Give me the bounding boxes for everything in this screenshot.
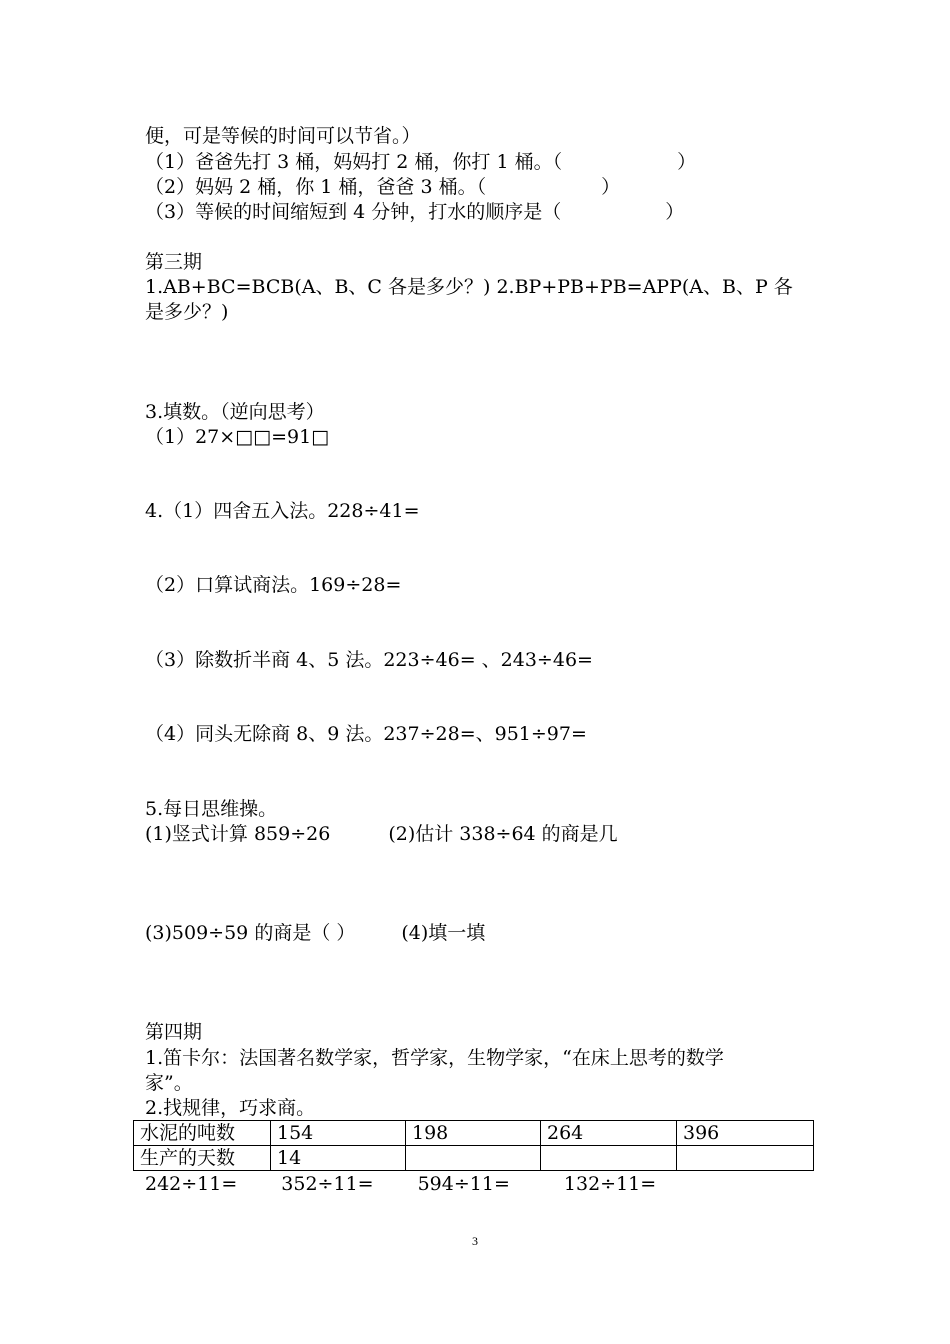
question-text: (2)估计 338÷64 的商是几 xyxy=(388,823,618,845)
table-row xyxy=(134,1146,814,1171)
text-line: 家”。 xyxy=(145,1072,193,1094)
close-paren: ） xyxy=(601,176,621,198)
question-line xyxy=(145,175,620,199)
table-cell: 水泥的吨数 xyxy=(134,1121,271,1146)
question-line: （3）除数折半商 4、5 法。223÷46= 、243÷46= xyxy=(145,649,593,671)
question-text: （1）爸爸先打 3 桶，妈妈打 2 桶，你打 1 桶。（ xyxy=(145,151,563,173)
question-line xyxy=(145,200,684,224)
section-heading: 第三期 xyxy=(145,251,203,273)
question-line xyxy=(145,921,485,945)
equation: 594÷11= xyxy=(417,1173,510,1195)
section-heading: 第四期 xyxy=(145,1021,203,1043)
question-line xyxy=(145,822,618,846)
table-cell: 198 xyxy=(406,1121,541,1146)
table-cell: 154 xyxy=(271,1121,406,1146)
table-cell xyxy=(677,1146,814,1171)
equation-line xyxy=(145,1172,656,1196)
equation: 242÷11= xyxy=(145,1173,238,1195)
table-row xyxy=(134,1121,814,1146)
question-text: （3）等候的时间缩短到 4 分钟，打水的顺序是（ xyxy=(145,201,562,223)
table-cell: 264 xyxy=(541,1121,677,1146)
question-text: （2）妈妈 2 桶，你 1 桶，爸爸 3 桶。（ xyxy=(145,176,487,198)
text-line: 1.笛卡尔：法国著名数学家，哲学家，生物学家，“在床上思考的数学 xyxy=(145,1047,724,1069)
question-line: 3.填数。（逆向思考） xyxy=(145,401,325,423)
question-line: （1）27×□□=91□ xyxy=(145,426,330,448)
table-cell xyxy=(406,1146,541,1171)
table-cell xyxy=(541,1146,677,1171)
question-line: 2.找规律，巧求商。 xyxy=(145,1097,316,1119)
question-text: (4)填一填 xyxy=(401,922,486,944)
question-line: 是多少？) xyxy=(145,301,229,323)
question-line: 5.每日思维操。 xyxy=(145,798,278,820)
question-line xyxy=(145,150,696,174)
close-paren: ） xyxy=(665,201,685,223)
close-paren: ） xyxy=(677,151,697,173)
pattern-table xyxy=(133,1120,814,1171)
equation: 352÷11= xyxy=(281,1173,374,1195)
table-cell: 14 xyxy=(271,1146,406,1171)
question-text: (3)509÷59 的商是（ ） xyxy=(145,922,356,944)
table-cell: 396 xyxy=(677,1121,814,1146)
question-text: (1)竖式计算 859÷26 xyxy=(145,823,331,845)
question-line: （2）口算试商法。169÷28= xyxy=(145,574,402,596)
question-line: 4.（1）四舍五入法。228÷41= xyxy=(145,500,420,522)
question-line: （4）同头无除商 8、9 法。237÷28=、951÷97= xyxy=(145,723,587,745)
text-line: 便，可是等候的时间可以节省。） xyxy=(145,125,421,147)
equation: 132÷11= xyxy=(563,1173,657,1195)
page-number: 3 xyxy=(472,1234,478,1248)
question-line: 1.AB+BC=BCB(A、B、C 各是多少？) 2.BP+PB+PB=APP(A、B、P 各 xyxy=(145,276,793,298)
table-cell: 生产的天数 xyxy=(134,1146,271,1171)
